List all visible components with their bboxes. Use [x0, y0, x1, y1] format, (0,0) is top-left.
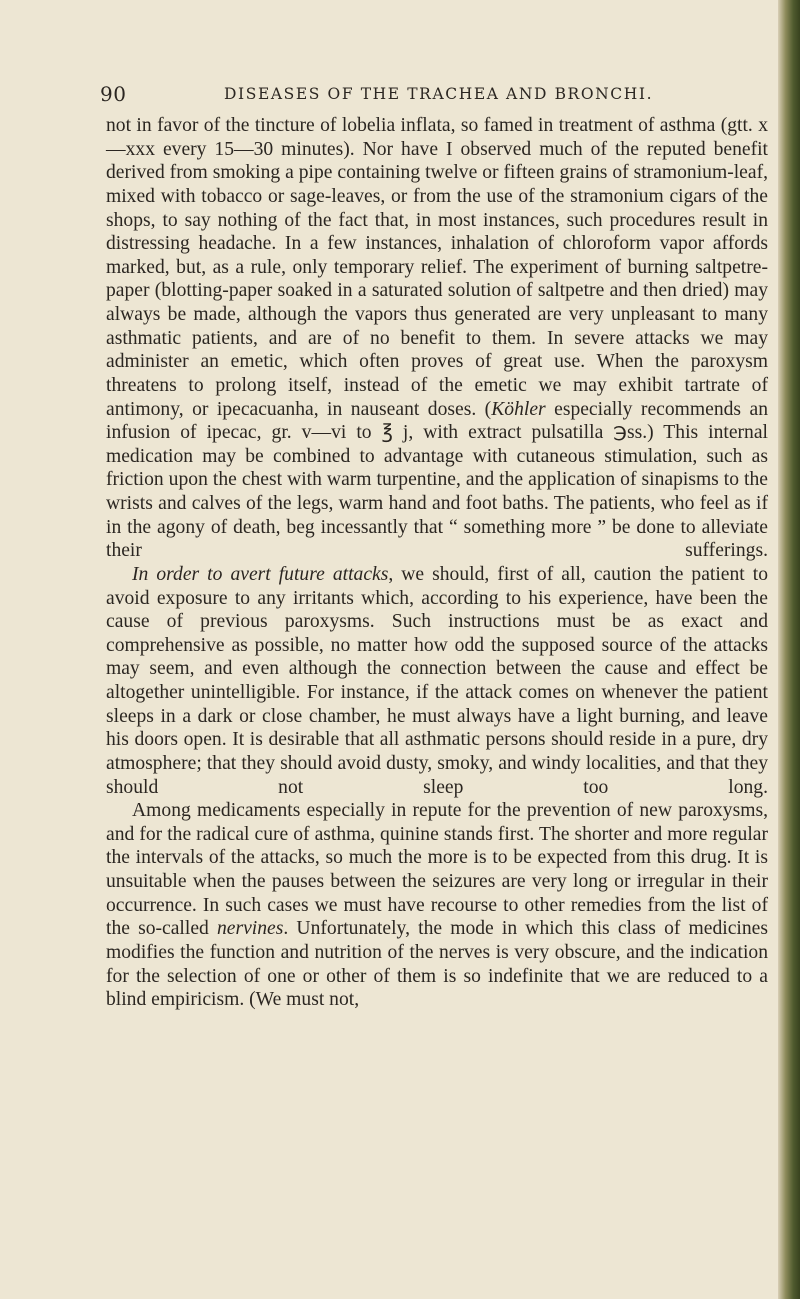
paragraph-1-text-b: especially recommends an infusion of ipecac, gr. v—vi to ℥ j, with extract pulsatilla ℈ss.) This internal medication may be combined to advantage with cutaneous stimulation, such as friction upon the chest with warm turpentine, and the application of sinapisms to the wrists and calves of the legs, warm hand and foot baths. The patients, who feel as if in the agony of death, beg incessantly that “ something more ” be done to alleviate their sufferings. — [106, 398, 768, 562]
page-header — [100, 82, 750, 110]
page-edge-binding — [778, 0, 800, 1299]
paragraph-2-lead-phrase: In order to avert future attacks — [132, 563, 389, 585]
paragraph-3-term-nervines: nervines — [216, 918, 284, 940]
paragraph-3-text-b: . Unfortunately, the mode in which this class of medicines modifies the function and nutrition of the nerves is very obscure, and the indication for the selection of one or other of them is so indefinite that we are reduced to a blind empiricism. (We must not, — [106, 918, 768, 1011]
body-text — [106, 114, 768, 1012]
paragraph-3-text-a: Among medicaments especially in repute for the prevention of new paroxysms, and for the radical cure of asthma, quinine stands first. The shorter and more regular the intervals of the attacks, so much the more is to be expected from this drug. It is unsuitable when the pauses between the seizures are very long or irregular in their occurrence. In such cases we must have recourse to other remedies from the list of the so-called — [106, 800, 768, 940]
paragraph-3 — [106, 799, 768, 1012]
paragraph-1-text-a: not in favor of the tincture of lobelia inflata, so famed in treatment of asthma (gtt. x—xxx every 15—30 minutes). Nor have I observed much of the reputed benefit derived from smoking a pipe containing twelve or fifteen grains of stramonium-leaf, mixed with tobacco or sage-leaves, or from the use of the stramonium cigars of the shops, to say nothing of the fact that, in most instances, such procedures result in distressing headache. In a few instances, inhalation of chloroform vapor affords marked, but, as a rule, only temporary relief. The experiment of burning saltpetre-paper (blotting-paper soaked in a saturated solution of saltpetre and then dried) may always be made, although the vapors thus generated are very unpleasant to many asthmatic patients, and are of no benefit to them. In severe attacks we may administer an emetic, which often proves of great use. When the paroxysm threatens to prolong itself, instead of the emetic we may exhibit tartrate of antimony, or ipecacuanha, in nauseant doses. ( — [106, 115, 768, 420]
paragraph-2-text: , we should, first of all, caution the patient to avoid exposure to any irritants which, according to his experience, have been the cause of previous paroxysms. Such instructions must be as exact and comprehensive as possible, no matter how odd the supposed source of the attacks may seem, and even although the connection between the cause and effect be altogether unintelligible. For instance, if the attack comes on whenever the patient sleeps in a dark or close chamber, he must always have a light burning, and leave his doors open. It is desirable that all asthmatic persons should reside in a pure, dry atmosphere; that they should avoid dusty, smoky, and windy localities, and that they should not sleep too long. — [106, 563, 768, 798]
paragraph-1 — [106, 114, 768, 563]
running-head: DISEASES OF THE TRACHEA AND BRONCHI. — [224, 85, 654, 103]
page-number: 90 — [100, 82, 127, 106]
paragraph-1-author-name: Köhler — [491, 398, 546, 420]
paragraph-2 — [106, 563, 768, 799]
